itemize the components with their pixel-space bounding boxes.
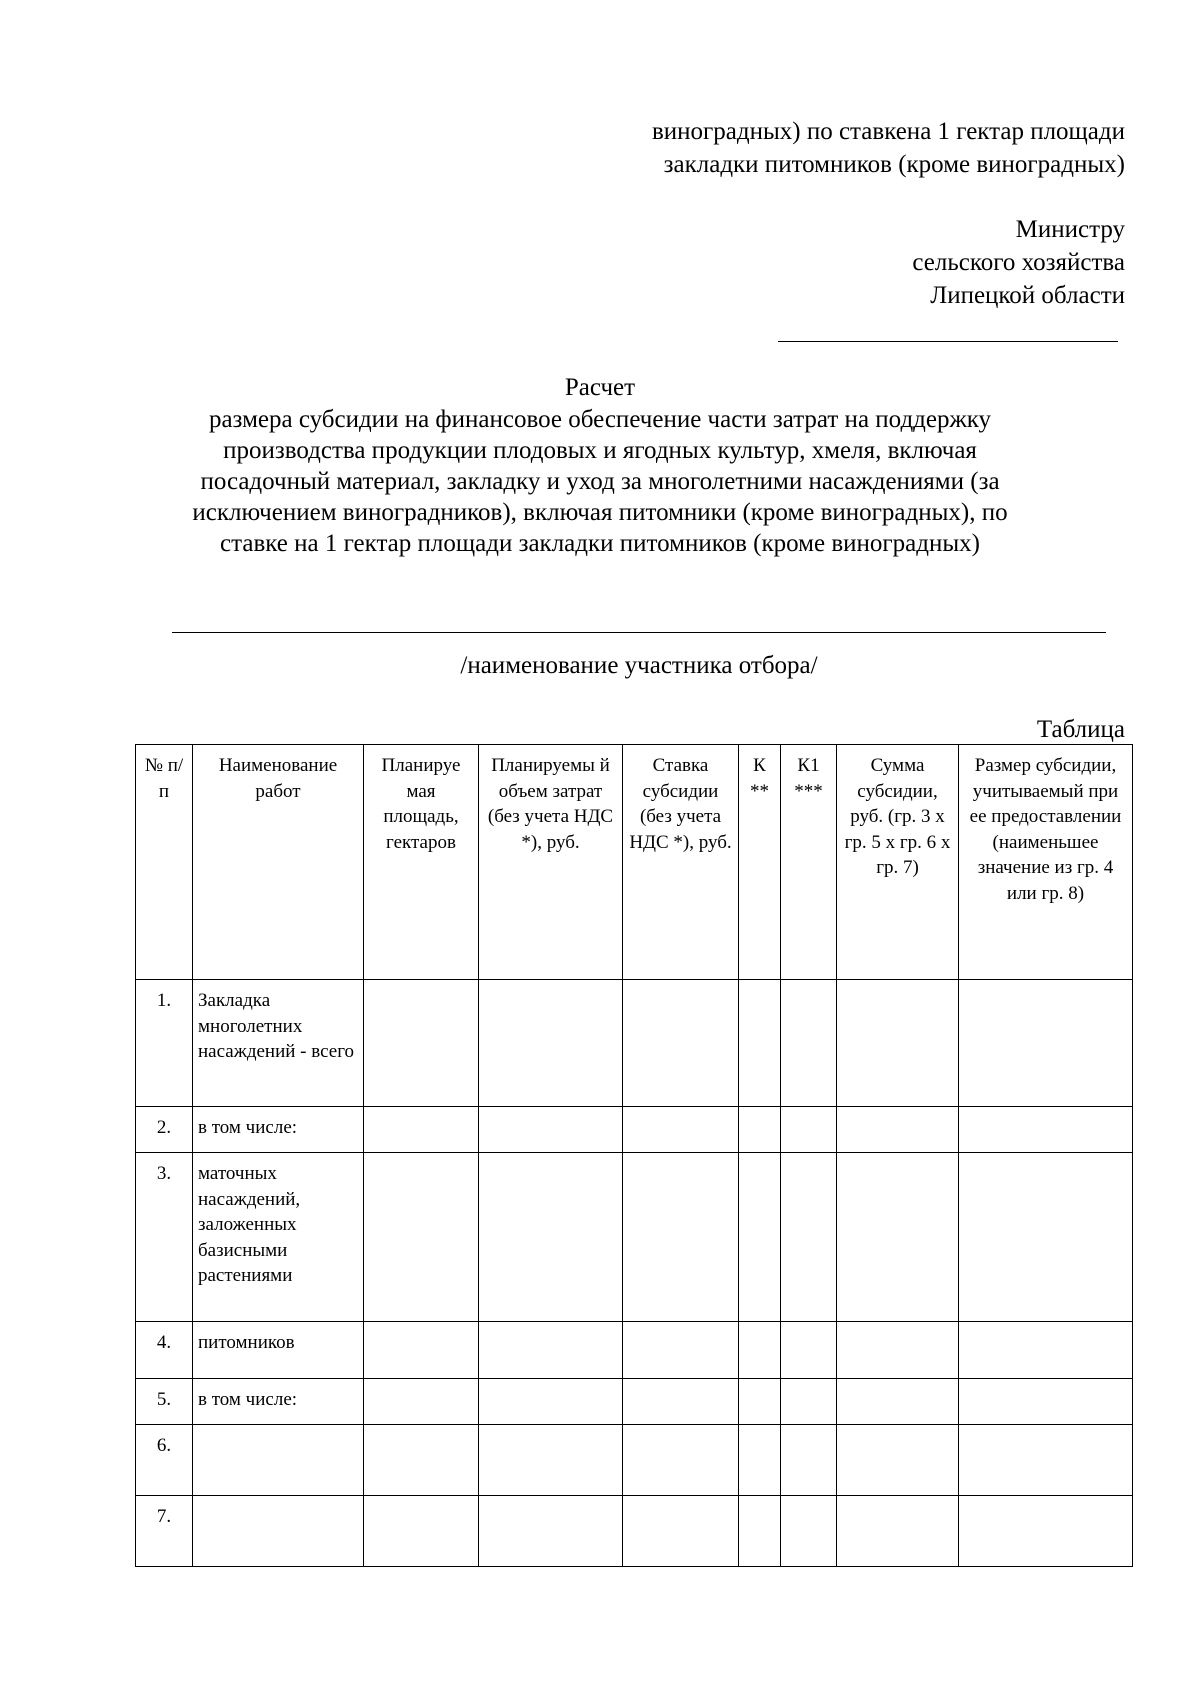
k-cell[interactable] [739,1379,781,1425]
row-work-name [193,1425,364,1496]
k-cell[interactable] [739,1496,781,1567]
header-work-name: Наименование работ [193,745,364,980]
row-number: 1. [136,980,193,1107]
table-row [136,1107,1133,1153]
k1-cell[interactable] [781,1379,837,1425]
header-subsidy-rate: Ставка субсидии (без учета НДС *), руб. [623,745,739,980]
area-cell[interactable] [364,1107,479,1153]
calculation-line-3: посадочный материал, закладку и уход за многолетними насаждениями (за [200,468,1000,495]
size-cell[interactable] [959,1379,1133,1425]
rate-cell[interactable] [623,1379,739,1425]
k1-cell[interactable] [781,1322,837,1379]
header-subsidy-sum: Сумма субсидии, руб. (гр. 3 х гр. 5 х гр. 6 х гр. 7) [837,745,959,980]
row-work-name: питомников [193,1322,364,1379]
participant-caption: /наименование участника отбора/ [460,652,818,679]
sum-cell[interactable] [837,1107,959,1153]
costs-cell[interactable] [479,1322,623,1379]
row-work-name: в том числе: [193,1379,364,1425]
k1-cell[interactable] [781,1153,837,1322]
area-cell[interactable] [364,1425,479,1496]
rate-cell[interactable] [623,1496,739,1567]
header-num: № п/п [136,745,193,980]
calculation-line-2: производства продукции плодовых и ягодных культур, хмеля, включая [223,437,977,464]
size-cell[interactable] [959,1496,1133,1567]
k1-cell[interactable] [781,980,837,1107]
size-cell[interactable] [959,1322,1133,1379]
addressee-signature-line[interactable] [778,341,1118,342]
addressee-block [912,213,1125,312]
sum-cell[interactable] [837,1425,959,1496]
table-header-row [136,745,1133,980]
row-number: 2. [136,1107,193,1153]
header-k: К ** [739,745,781,980]
area-cell[interactable] [364,1322,479,1379]
sum-cell[interactable] [837,1322,959,1379]
rate-cell[interactable] [623,1322,739,1379]
table-row [136,1496,1133,1567]
costs-cell[interactable] [479,1153,623,1322]
area-cell[interactable] [364,1496,479,1567]
costs-cell[interactable] [479,1496,623,1567]
area-cell[interactable] [364,980,479,1107]
table-caption: Таблица [1036,716,1125,743]
calculation-title: Расчет [564,374,636,401]
k-cell[interactable] [739,1153,781,1322]
table-row [136,1425,1133,1496]
calculation-subtitle [140,404,1060,559]
k-cell[interactable] [739,1107,781,1153]
calculation-line-5: ставке на 1 гектар площади закладки питомников (кроме виноградных) [220,530,980,557]
header-planned-area: Планируе мая площадь, гектаров [364,745,479,980]
costs-cell[interactable] [479,1379,623,1425]
addressee-line-3: Липецкой области [930,282,1125,309]
row-work-name: маточных насаждений, заложенных базисными растениями [193,1153,364,1322]
calculation-line-4: исключением виноградников), включая питомники (кроме виноградных), по [192,499,1008,526]
size-cell[interactable] [959,1425,1133,1496]
rate-cell[interactable] [623,980,739,1107]
k-cell[interactable] [739,1322,781,1379]
rate-cell[interactable] [623,1107,739,1153]
k-cell[interactable] [739,980,781,1107]
subsidy-table [135,744,1133,1567]
rate-cell[interactable] [623,1153,739,1322]
row-number: 6. [136,1425,193,1496]
header-text [652,115,1125,181]
k1-cell[interactable] [781,1496,837,1567]
size-cell[interactable] [959,1153,1133,1322]
table-row [136,1322,1133,1379]
sum-cell[interactable] [837,1153,959,1322]
costs-cell[interactable] [479,1425,623,1496]
row-number: 3. [136,1153,193,1322]
sum-cell[interactable] [837,980,959,1107]
header-planned-costs: Планируемы й объем затрат (без учета НДС *), руб. [479,745,623,980]
participant-name-line[interactable] [172,632,1106,633]
table-row [136,1379,1133,1425]
size-cell[interactable] [959,980,1133,1107]
costs-cell[interactable] [479,980,623,1107]
k1-cell[interactable] [781,1107,837,1153]
row-work-name: в том числе: [193,1107,364,1153]
addressee-line-1: Министру [1015,216,1125,243]
addressee-line-2: сельского хозяйства [912,249,1125,276]
size-cell[interactable] [959,1107,1133,1153]
rate-cell[interactable] [623,1425,739,1496]
table-row [136,980,1133,1107]
row-work-name [193,1496,364,1567]
area-cell[interactable] [364,1379,479,1425]
table-row [136,1153,1133,1322]
area-cell[interactable] [364,1153,479,1322]
sum-cell[interactable] [837,1379,959,1425]
k1-cell[interactable] [781,1425,837,1496]
sum-cell[interactable] [837,1496,959,1567]
k-cell[interactable] [739,1425,781,1496]
header-subsidy-size: Размер субсидии, учитываемый при ее предоставлении (наименьшее значение из гр. 4 или гр. 8) [959,745,1133,980]
row-number: 7. [136,1496,193,1567]
calculation-line-1: размера субсидии на финансовое обеспечение части затрат на поддержку [208,406,992,433]
row-number: 4. [136,1322,193,1379]
header-line-1: виноградных) по ставкена 1 гектар площади [651,118,1125,145]
row-number: 5. [136,1379,193,1425]
header-line-2: закладки питомников (кроме виноградных) [663,151,1125,178]
costs-cell[interactable] [479,1107,623,1153]
row-work-name: Закладка многолетних насаждений - всего [193,980,364,1107]
header-k1: К1 *** [781,745,837,980]
